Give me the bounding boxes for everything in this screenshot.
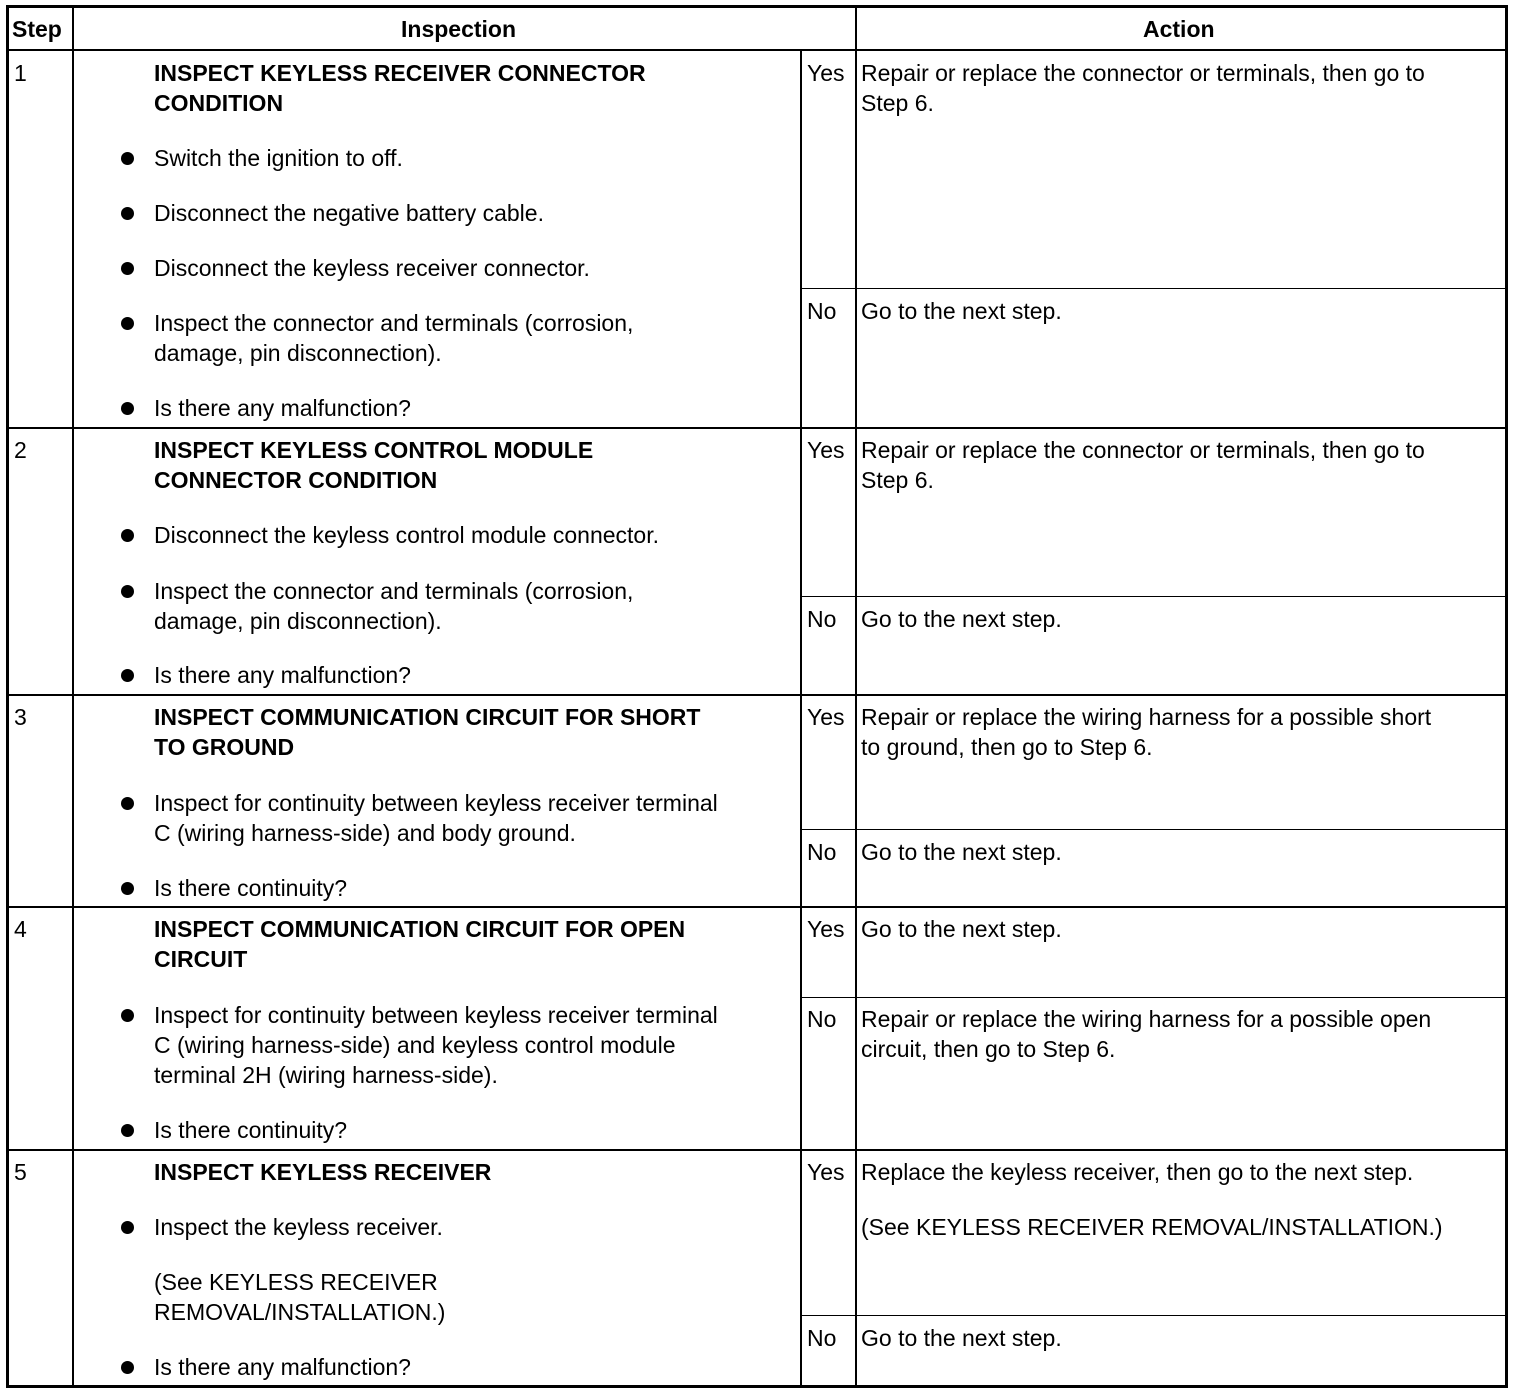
yesno-divider-1: [800, 288, 1505, 289]
yes-action: Replace the keyless receiver, then go to the next step.: [861, 1159, 1414, 1185]
yes-action: Repair or replace the connector or terminals, then go to: [861, 437, 1425, 463]
inspection-title: INSPECT KEYLESS CONTROL MODULE: [154, 437, 594, 463]
no-action: Go to the next step.: [861, 606, 1062, 632]
bullet-icon: [121, 1361, 134, 1374]
bullet-text: Inspect for continuity between keyless receiver terminal: [154, 1002, 718, 1028]
bullet-text: Is there any malfunction?: [154, 1354, 411, 1380]
bullet-text: C (wiring harness-side) and keyless control module: [154, 1032, 676, 1058]
no-label: No: [807, 298, 837, 324]
bullet-text: Is there any malfunction?: [154, 662, 411, 688]
yes-label: Yes: [807, 1159, 845, 1185]
bullet-icon: [121, 152, 134, 165]
yesno-divider-2: [800, 596, 1505, 597]
bullet-text: C (wiring harness-side) and body ground.: [154, 820, 576, 846]
bullet-text: Disconnect the negative battery cable.: [154, 200, 544, 226]
row-divider-1: [9, 427, 1505, 429]
step-number: 1: [14, 60, 27, 86]
col-divider-yesno: [800, 49, 802, 1385]
step-number: 3: [14, 704, 27, 730]
header-divider: [9, 49, 1505, 51]
col-divider-inspection: [855, 8, 857, 49]
yes-action: Step 6.: [861, 467, 934, 493]
bullet-text: Inspect the connector and terminals (corrosion,: [154, 310, 634, 336]
inspection-title: CONDITION: [154, 90, 284, 116]
yes-label: Yes: [807, 704, 845, 730]
bullet-text: terminal 2H (wiring harness-side).: [154, 1062, 498, 1088]
bullet-text: Is there continuity?: [154, 875, 348, 901]
inspection-title: INSPECT COMMUNICATION CIRCUIT FOR OPEN: [154, 916, 686, 942]
bullet-text: damage, pin disconnection).: [154, 340, 442, 366]
bullet-text: Switch the ignition to off.: [154, 145, 403, 171]
bullet-icon: [121, 1124, 134, 1137]
bullet-icon: [121, 1009, 134, 1022]
row-divider-2: [9, 694, 1505, 696]
no-label: No: [807, 1325, 837, 1351]
bullet-text: damage, pin disconnection).: [154, 608, 442, 634]
yes-label: Yes: [807, 437, 845, 463]
inspection-title: CONNECTOR CONDITION: [154, 467, 438, 493]
col-divider-action: [855, 49, 857, 1385]
yes-action-reference: (See KEYLESS RECEIVER REMOVAL/INSTALLATION.): [861, 1214, 1443, 1240]
no-action: Go to the next step.: [861, 1325, 1062, 1351]
bullet-text: Is there continuity?: [154, 1117, 348, 1143]
bullet-icon: [121, 317, 134, 330]
yes-action: Go to the next step.: [861, 916, 1062, 942]
inspection-title: INSPECT COMMUNICATION CIRCUIT FOR SHORT: [154, 704, 701, 730]
step-number: 2: [14, 437, 27, 463]
bullet-text: Inspect the connector and terminals (corrosion,: [154, 578, 634, 604]
inspection-title: INSPECT KEYLESS RECEIVER CONNECTOR: [154, 60, 646, 86]
col-divider-step: [72, 8, 74, 1385]
bullet-icon: [121, 669, 134, 682]
row-divider-3: [9, 906, 1505, 908]
yesno-divider-3: [800, 829, 1505, 830]
no-label: No: [807, 839, 837, 865]
reference-note: REMOVAL/INSTALLATION.): [154, 1299, 446, 1325]
bullet-icon: [121, 797, 134, 810]
bullet-icon: [121, 402, 134, 415]
inspection-title: INSPECT KEYLESS RECEIVER: [154, 1159, 492, 1185]
yesno-divider-4: [800, 997, 1505, 998]
no-action: Repair or replace the wiring harness for a possible open: [861, 1006, 1432, 1032]
inspection-title: TO GROUND: [154, 734, 295, 760]
bullet-icon: [121, 207, 134, 220]
yes-action: to ground, then go to Step 6.: [861, 734, 1153, 760]
header-inspection: Inspection: [401, 16, 517, 42]
bullet-text: Is there any malfunction?: [154, 395, 411, 421]
bullet-icon: [121, 1221, 134, 1234]
bullet-icon: [121, 882, 134, 895]
header-action: Action: [1143, 16, 1215, 42]
bullet-icon: [121, 262, 134, 275]
step-number: 4: [14, 916, 27, 942]
no-action: circuit, then go to Step 6.: [861, 1036, 1116, 1062]
header-step: Step: [12, 16, 62, 42]
no-action: Go to the next step.: [861, 839, 1062, 865]
inspection-title: CIRCUIT: [154, 946, 248, 972]
bullet-text: Disconnect the keyless receiver connector.: [154, 255, 590, 281]
no-label: No: [807, 606, 837, 632]
bullet-text: Disconnect the keyless control module connector.: [154, 522, 659, 548]
bullet-icon: [121, 585, 134, 598]
row-divider-4: [9, 1149, 1505, 1151]
yes-action: Step 6.: [861, 90, 934, 116]
bullet-text: Inspect the keyless receiver.: [154, 1214, 443, 1240]
yes-action: Repair or replace the wiring harness for a possible short: [861, 704, 1432, 730]
yesno-divider-5: [800, 1315, 1505, 1316]
reference-note: (See KEYLESS RECEIVER: [154, 1269, 438, 1295]
yes-label: Yes: [807, 916, 845, 942]
no-label: No: [807, 1006, 837, 1032]
bullet-icon: [121, 529, 134, 542]
yes-label: Yes: [807, 60, 845, 86]
bullet-text: Inspect for continuity between keyless receiver terminal: [154, 790, 718, 816]
diagnostic-table: [6, 5, 1508, 1388]
step-number: 5: [14, 1159, 27, 1185]
no-action: Go to the next step.: [861, 298, 1062, 324]
yes-action: Repair or replace the connector or terminals, then go to: [861, 60, 1425, 86]
